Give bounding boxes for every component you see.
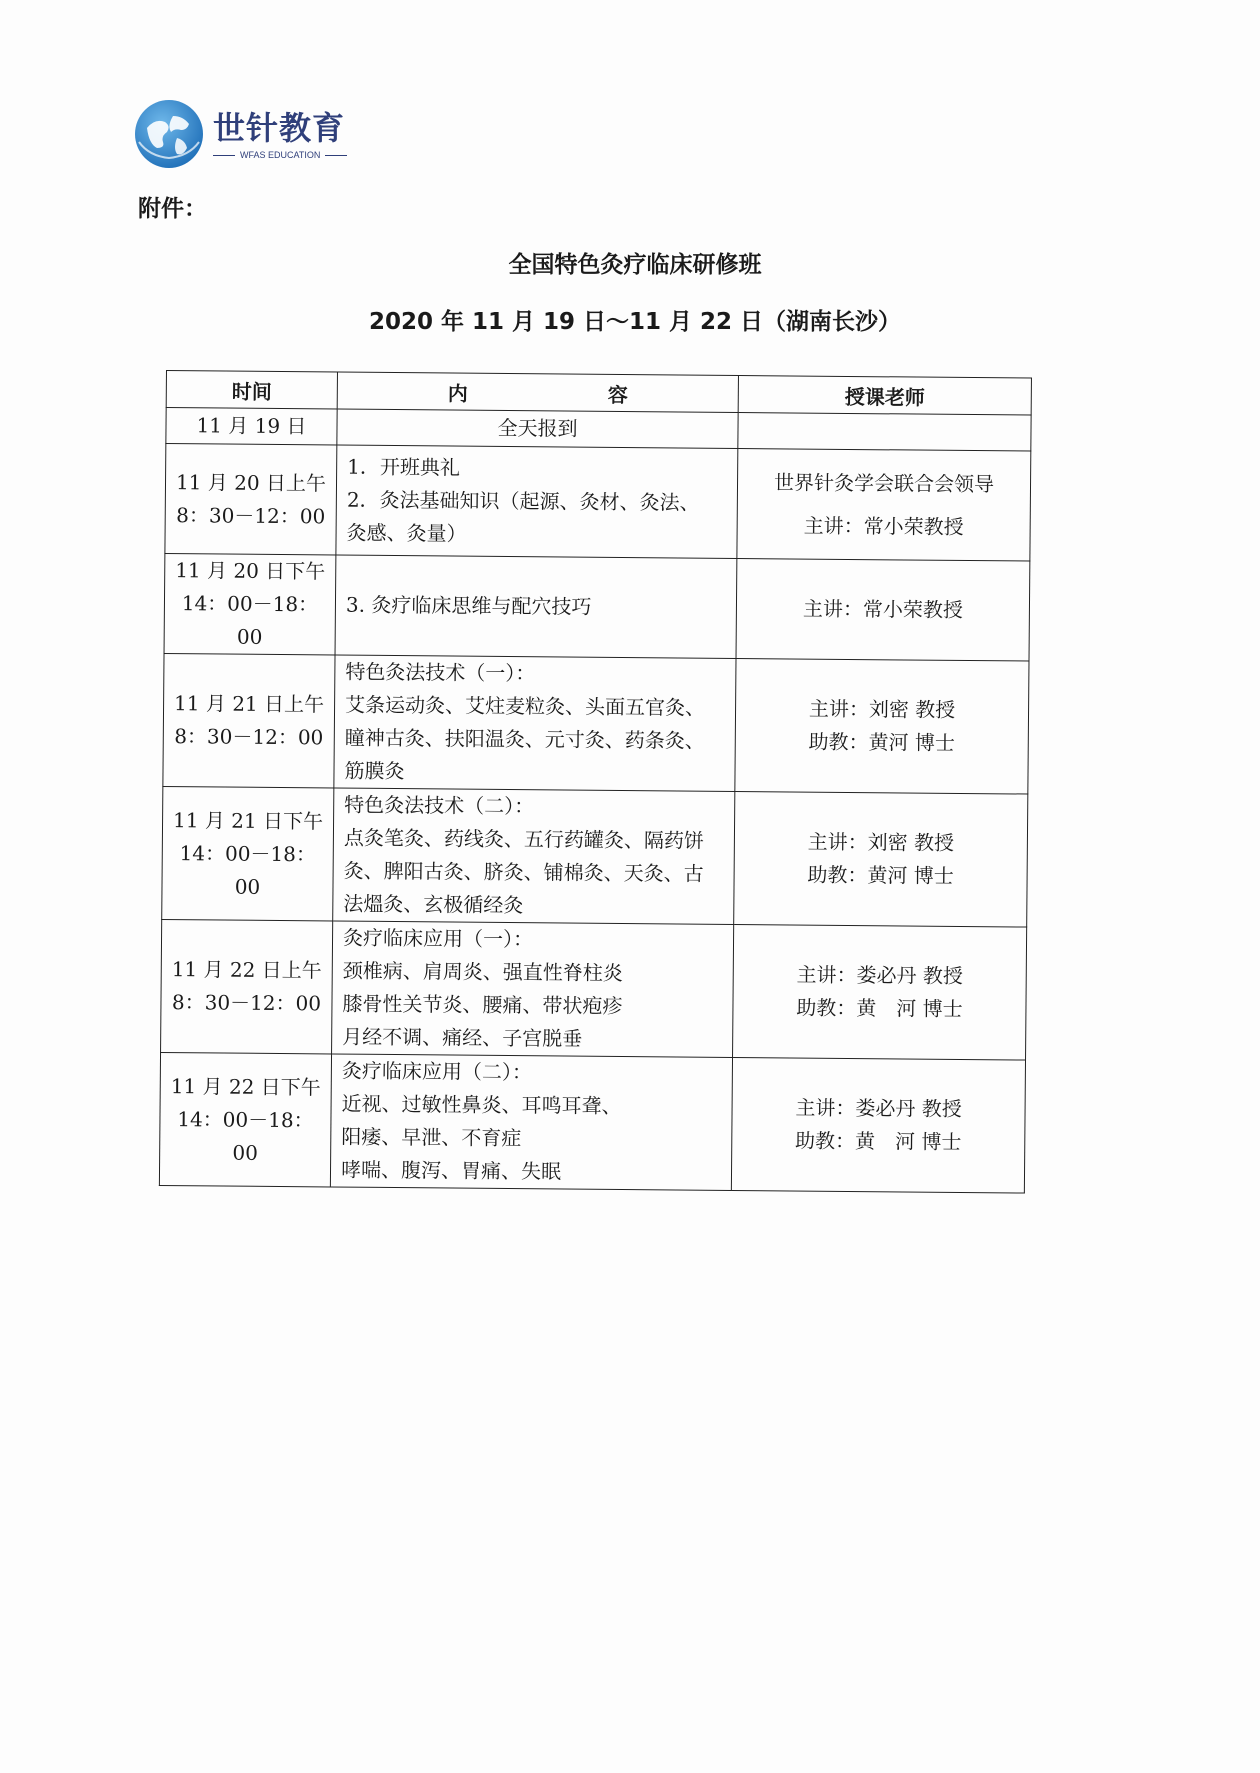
content-cell — [335, 555, 737, 658]
content-cell-line: 筋膜灸 — [344, 758, 405, 784]
teacher-cell — [734, 791, 1028, 927]
time-cell-line: 8：30－12：00 — [174, 724, 324, 750]
content-cell-line: 特色灸法技术（二）： — [344, 792, 535, 819]
content-cell-line: 特色灸法技术（一）： — [345, 659, 536, 686]
page-title: 全国特色灸疗临床研修班 — [508, 252, 762, 278]
table-row — [162, 786, 1028, 927]
teacher-cell — [738, 412, 1031, 451]
content-cell-line: 膝骨性关节炎、腰痛、带状疱疹 — [342, 991, 623, 1019]
table-row — [164, 553, 1030, 661]
teacher-cell-line: 主讲：刘密 教授 — [808, 696, 956, 722]
content-cell — [337, 409, 738, 448]
table-row — [161, 919, 1027, 1060]
schedule-table — [159, 370, 1032, 1194]
content-cell — [334, 655, 736, 791]
time-cell-line: 14：00－18：00 — [181, 591, 319, 649]
teacher-cell — [736, 558, 1030, 661]
table-row — [163, 653, 1029, 794]
content-cell-line: 点灸笔灸、药线灸、五行药罐灸、隔药饼 — [343, 825, 705, 853]
content-cell-line: 近视、过敏性鼻炎、耳鸣耳聋、 — [341, 1091, 622, 1119]
teacher-cell-line: 主讲：常小荣教授 — [803, 513, 964, 539]
page-subtitle: 2020 年 11 月 19 日～11 月 22 日（湖南长沙） — [368, 309, 902, 335]
teacher-cell-line: 主讲：刘密 教授 — [807, 829, 955, 855]
globe-icon — [133, 98, 205, 170]
header-content: 内 容 — [337, 372, 738, 412]
time-cell-line: 8：30－12：00 — [176, 502, 326, 528]
content-cell-line: 哮喘、腹泻、胃痛、失眠 — [340, 1157, 562, 1184]
content-cell-line: 瞳神古灸、扶阳温灸、元寸灸、药条灸、 — [344, 725, 705, 753]
time-cell — [162, 786, 334, 920]
time-cell — [166, 408, 337, 445]
header-teacher: 授课老师 — [738, 375, 1031, 415]
teacher-cell-line: 助教：黄河 博士 — [808, 729, 956, 755]
content-cell-line: 灸感、灸量） — [346, 520, 467, 546]
time-cell-line: 11 月 21 日下午 — [172, 807, 324, 833]
time-cell-line: 11 月 20 日下午 — [175, 558, 326, 584]
time-cell-line: 14：00－18：00 — [177, 1106, 314, 1165]
table-row — [165, 444, 1031, 562]
time-cell — [161, 919, 333, 1053]
teacher-cell — [731, 1057, 1025, 1193]
teacher-cell — [735, 658, 1029, 794]
content-cell-line: 月经不调、痛经、子宫脱垂 — [342, 1024, 583, 1051]
time-cell-line: 14：00－18：00 — [179, 840, 317, 899]
time-cell-line: 11 月 21 日上午 — [173, 691, 325, 717]
content-cell — [332, 921, 734, 1057]
content-cell-line: 阳痿、早泄、不育症 — [341, 1124, 522, 1151]
content-cell-line: 颈椎病、肩周炎、强直性脊柱炎 — [342, 958, 623, 986]
teacher-cell-line: 世界针灸学会联合会领导 — [773, 469, 995, 496]
time-cell-line: 11 月 20 日上午 — [175, 469, 327, 495]
content-cell-line: 全天报到 — [497, 415, 578, 441]
content-cell-line: 3. 灸疗临床思维与配穴技巧 — [345, 592, 592, 619]
content-cell-line: 灸疗临床应用（一）： — [342, 925, 534, 952]
table-row — [159, 1052, 1025, 1193]
attachment-label: 附件： — [138, 196, 207, 222]
content-cell-line: 法熅灸、玄极循经灸 — [343, 891, 524, 918]
content-cell — [336, 445, 738, 558]
content-cell-line: 2．灸法基础知识（起源、灸材、灸法、 — [346, 487, 700, 515]
time-cell — [159, 1052, 331, 1186]
content-cell-line: 灸、脾阳古灸、脐灸、铺棉灸、天灸、古 — [343, 858, 704, 886]
time-cell — [164, 553, 336, 654]
time-cell-line: 11 月 22 日下午 — [170, 1073, 321, 1099]
header-time: 时间 — [166, 371, 337, 409]
content-cell — [333, 788, 735, 924]
teacher-cell-line: 主讲：娄必丹 教授 — [796, 962, 964, 988]
logo-english-name: WFAS EDUCATION — [240, 150, 321, 160]
teacher-cell-line: 助教：黄 河 博士 — [796, 995, 963, 1021]
time-cell-line: 11 月 22 日上午 — [171, 957, 322, 983]
time-cell-line: 8：30－12：00 — [171, 990, 322, 1016]
content-cell-line: 1．开班典礼 — [347, 454, 460, 480]
logo-chinese-name: 世针教育 — [213, 109, 346, 147]
teacher-cell-line: 助教：黄 河 博士 — [795, 1128, 962, 1154]
teacher-cell-line: 主讲：常小荣教授 — [802, 596, 964, 622]
teacher-cell-line — [748, 431, 1020, 433]
content-cell-line: 艾条运动灸、艾炷麦粒灸、头面五官灸、 — [344, 692, 706, 720]
time-cell — [163, 653, 335, 787]
teacher-cell-line: 主讲：娄必丹 教授 — [795, 1095, 962, 1121]
teacher-cell — [737, 448, 1031, 561]
time-cell-line: 11 月 19 日 — [196, 413, 307, 439]
wfas-education-logo — [133, 98, 347, 170]
teacher-cell-line: 助教：黄河 博士 — [807, 862, 954, 888]
teacher-cell — [733, 924, 1027, 1060]
content-cell-line: 灸疗临床应用（二）： — [341, 1058, 532, 1085]
content-cell — [330, 1054, 732, 1190]
time-cell — [165, 444, 337, 555]
